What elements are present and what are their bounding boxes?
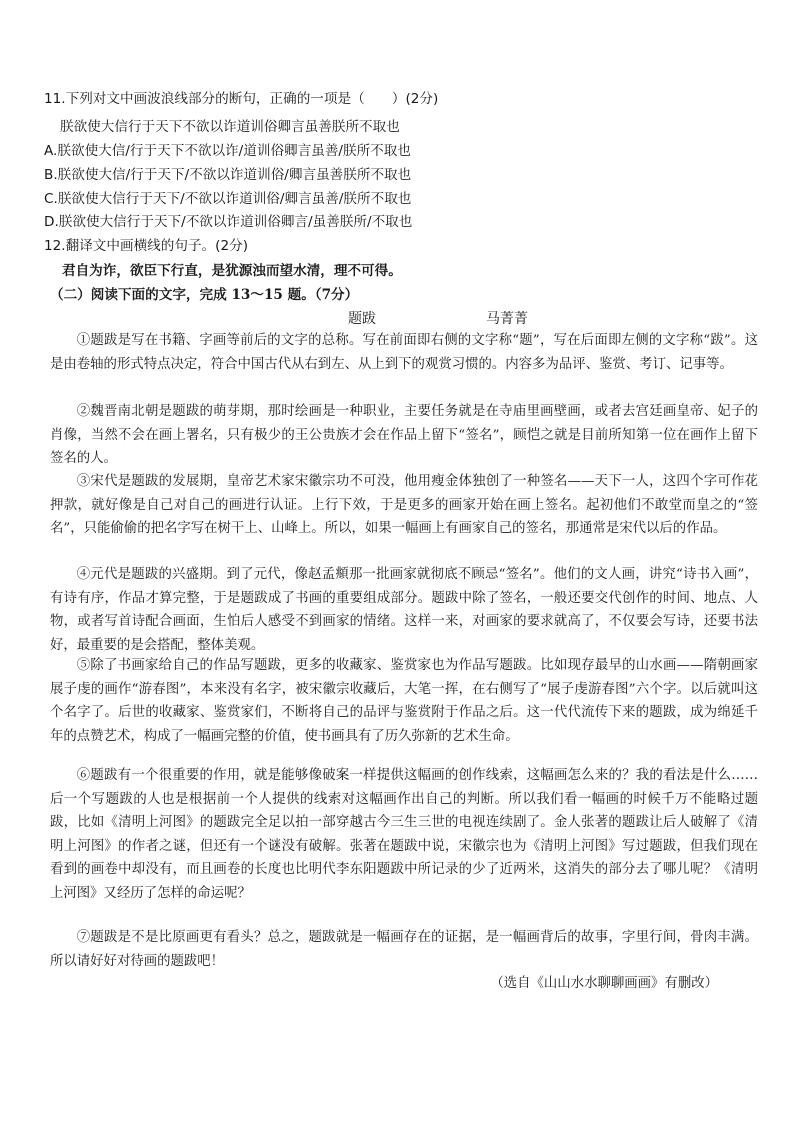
question-12-sentence: 君自为诈，欲臣下行直，是犹源浊而望水清，理不可得。 xyxy=(62,263,402,279)
paragraph-2: ②魏晋南北朝是题跋的萌芽期，那时绘画是一种职业，主要任务就是在寺庙里画壁画，或者去宫廷画皇帝、妃子的肖像，当然不会在画上署名，只有极少的王公贵族才会在作品上留下“签名”，顾恺之就是目前所知第一位在画作上留下签名的人。 xyxy=(50,404,758,467)
paragraph-4: ④元代是题跋的兴盛期。到了元代，像赵孟頫那一批画家就彻底不顾忌“签名”。他们的文人画，讲究“诗书入画”，有诗有序，作品才算完整，于是题跋成了书画的重要组成部分。题跋中除了签名，一般还要交代创作的时间、地点、人物，或者写首诗配合画面，生怕后人感受不到画家的情绪。这样一来，对画家的要求就高了，不仅要会写诗，还要书法好，最重要的是会搭配，整体美观。 xyxy=(50,567,758,653)
paragraph-5: ⑤除了书画家给自己的作品写题跋，更多的收藏家、鉴赏家也为作品写题跋。比如现存最早的山水画——隋朝画家展子虔的画作“游春图”，本来没有名字，被宋徽宗收藏后，大笔一挥，在右侧写了“展子虔游春图”六个字。以后就叫这个名字了。后世的收藏家、鉴赏家们，不断将自己的品评与鉴赏附于作品之后。这一代代流传下来的题跋，成为绵延千年的点赞艺术，构成了一幅画完整的价值，使书画具有了历久弥新的艺术生命。 xyxy=(50,658,758,744)
paragraph-1: ①题跋是写在书籍、字画等前后的文字的总称。写在前面即右侧的文字称“题”，写在后面即左侧的文字称“跋”。这是由卷轴的形式特点决定，符合中国古代从右到左、从上到下的观赏习惯的。内容多为品评、鉴赏、考订、记事等。 xyxy=(50,333,758,372)
question-11-option-a: A.朕欲使大信/行于天下不欲以诈/道训俗卿言虽善/朕所不取也 xyxy=(44,143,411,159)
question-11-option-c: C.朕欲使大信行于天下/不欲以诈道训俗/卿言虽善/朕所不取也 xyxy=(44,191,412,207)
question-12-stem: 12.翻译文中画横线的句子。(2分) xyxy=(44,238,248,254)
question-11-option-d: D.朕欲使大信行于天下/不欲以诈道训俗卿言/虽善朕所/不取也 xyxy=(44,214,413,230)
paragraph-6: ⑥题跋有一个很重要的作用，就是能够像破案一样提供这幅画的创作线索，这幅画怎么来的？我的看法是什么……后一个写题跋的人也是根据前一个人提供的线索对这幅画作出自己的判断。所以我们看一幅画的时候千万不能略过题跋，比如《清明上河图》的题跋完全足以拍一部穿越古今三生三世的电视连续剧了。金人张著的题跋让后人破解了《清明上河图》的作者之谜，但还有一个谜没有破解。张著在题跋中说，宋徽宗也为《清明上河图》写过题跋，但我们现在看到的画卷中却没有，而且画卷的长度也比明代李东阳题跋中所记录的少了近两米，这消失的部分去了哪儿呢？《清明上河图》又经历了怎样的命运呢？ xyxy=(50,768,758,901)
paragraph-7: ⑦题跋是不是比原画更有看头？总之，题跋就是一幅画存在的证据，是一幅画背后的故事，字里行间，骨肉丰满。所以请好好对待画的题跋吧！ xyxy=(50,930,758,969)
article-source: （选自《山山水水聊聊画画》有删改） xyxy=(490,976,718,991)
article-title: 题跋 xyxy=(348,311,376,327)
question-11-sentence: 朕欲使大信行于天下不欲以诈道训俗卿言虽善朕所不取也 xyxy=(60,119,400,135)
section-heading: （二）阅读下面的文字，完成 13～15 题。（7分） xyxy=(50,287,359,303)
question-11-stem: 11.下列对文中画波浪线部分的断句，正确的一项是（ ）(2分) xyxy=(44,91,439,107)
question-11-option-b: B.朕欲使大信/行于天下/不欲以诈道训俗/卿言虽善朕所不取也 xyxy=(44,167,412,183)
article-author: 马菁菁 xyxy=(486,311,528,327)
paragraph-3: ③宋代是题跋的发展期，皇帝艺术家宋徽宗功不可没，他用瘦金体独创了一种签名——天下一人，这四个字可作花押款，就好像是自己对自己的画进行认证。上行下效，于是更多的画家开始在画上签名。起初他们不敢堂而皇之的“签名”，只能偷偷的把名字写在树干上、山峰上。所以，如果一幅画上有画家自己的签名，那通常是宋代以后的作品。 xyxy=(50,474,758,537)
